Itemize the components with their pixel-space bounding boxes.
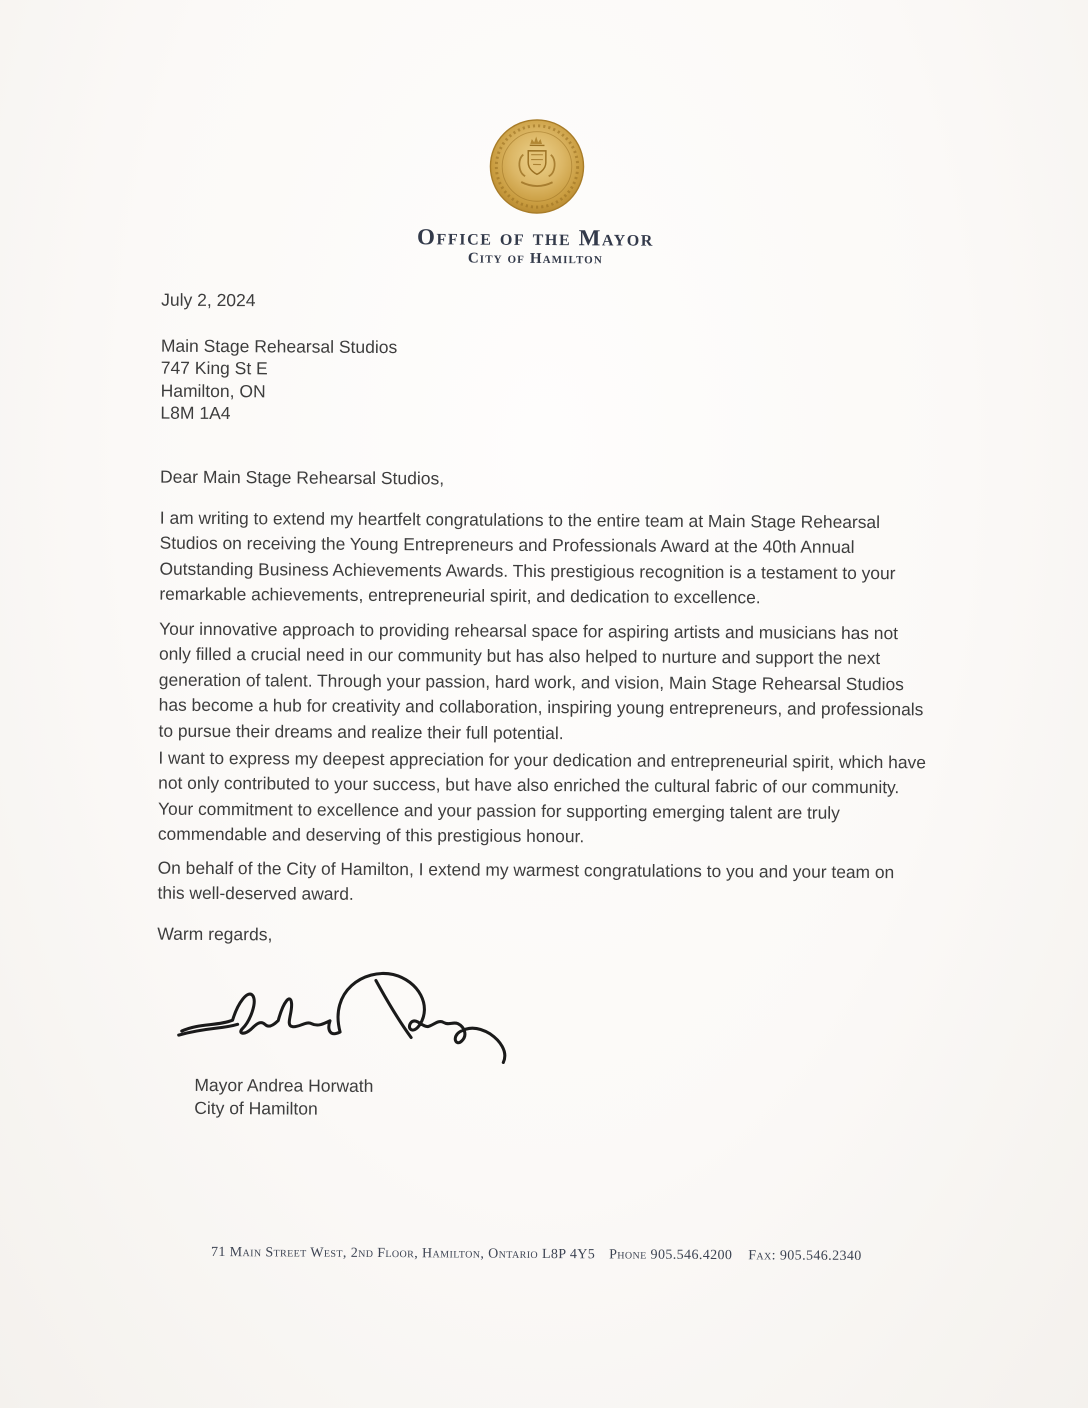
signer-block bbox=[194, 1074, 373, 1120]
footer-fax: Fax: 905.546.2340 bbox=[748, 1248, 862, 1264]
signer-organization: City of Hamilton bbox=[194, 1097, 318, 1119]
signer-name: Mayor Andrea Horwath bbox=[194, 1074, 374, 1096]
letter-paragraph: Your innovative approach to providing rehearsal space for aspiring artists and musicians has not only filled a crucial need in our community but has also helped to nurture and support the next generation of talent. Through your passion, hard work, and vision, Main Stage Rehearsal Studios has become a hub for creativity and collaboration, inspiring young entrepreneurs, and professionals to pursue their dreams and realize their full potential. bbox=[158, 618, 924, 743]
footer-phone: Phone 905.546.4200 bbox=[609, 1247, 733, 1264]
salutation: Dear Main Stage Rehearsal Studios, bbox=[160, 466, 445, 489]
letter-paragraph: I am writing to extend my heartfelt congratulations to the entire team at Main Stage Rehearsal Studios on receiving the Young Entrepreneurs and Professionals Award at the 40th Annual Outstanding Business Achievements Awards. This prestigious recognition is a testament to your remarkable achievements, entrepreneurial spirit, and dedication to excellence. bbox=[159, 507, 896, 608]
handwritten-signature-icon bbox=[176, 962, 517, 1068]
letter-date: July 2, 2024 bbox=[161, 289, 256, 311]
letter-paragraph: On behalf of the City of Hamilton, I extend my warmest congratulations to you and your team on this well-deserved award. bbox=[157, 857, 895, 905]
recipient-street: 747 King St E bbox=[160, 358, 268, 379]
recipient-city: Hamilton, ON bbox=[160, 380, 266, 402]
letterhead-city-subtitle: City of Hamilton bbox=[467, 250, 603, 268]
letter-paragraph: I want to express my deepest appreciation for your dedication and entrepreneurial spirit, which have not only contributed to your success, but have also enriched the cultural fabric of our community. Your commitment to excellence and your passion for supporting emerging talent are truly commendable and deserving of this prestigious honour. bbox=[157, 747, 926, 847]
city-seal-icon bbox=[488, 117, 587, 217]
footer-contact-line bbox=[0, 1244, 1080, 1267]
letterhead-office-title: Office of the Mayor bbox=[417, 224, 655, 251]
recipient-address-block bbox=[160, 335, 397, 426]
closing-line: Warm regards, bbox=[157, 923, 273, 945]
recipient-name: Main Stage Rehearsal Studios bbox=[160, 335, 398, 358]
recipient-postal-code: L8M 1A4 bbox=[160, 402, 231, 424]
footer-address: 71 Main Street West, 2nd Floor, Hamilton, Ontario L8P 4Y5 bbox=[210, 1244, 596, 1263]
